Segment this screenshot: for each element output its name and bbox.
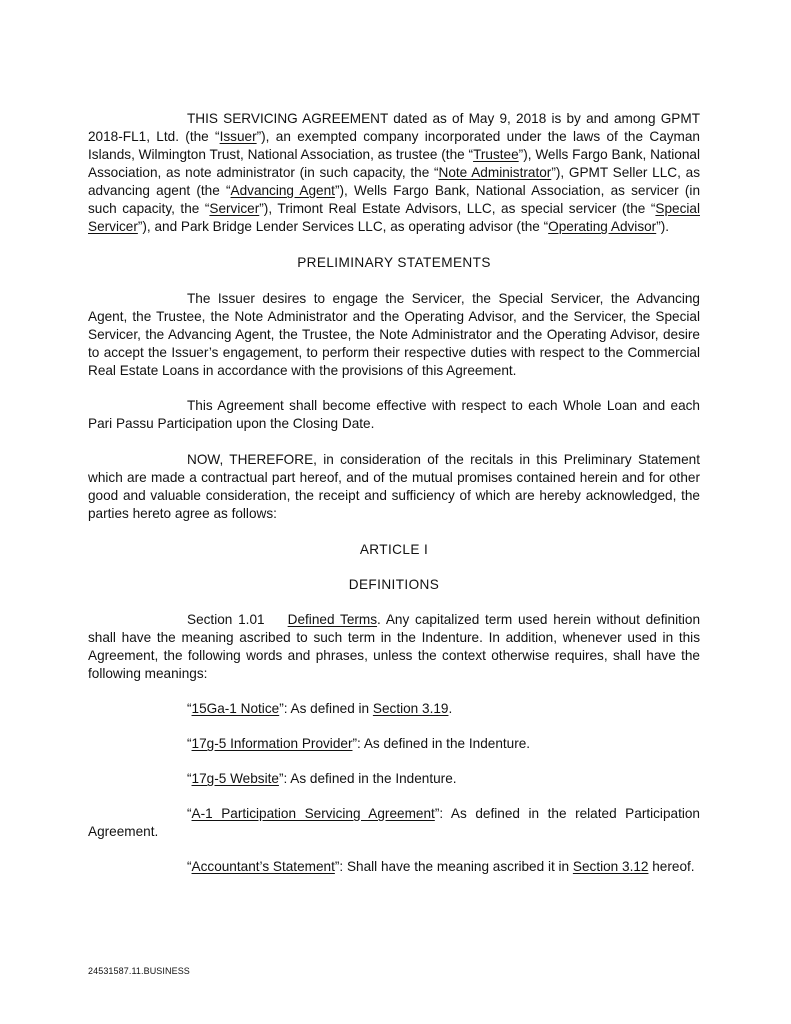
article-heading: ARTICLE I: [359, 542, 429, 557]
defined-term-special-servicer: Special Servicer: [88, 201, 700, 234]
section-title: Defined Terms: [287, 612, 378, 627]
defined-term-issuer: Issuer: [219, 129, 257, 144]
intro-text: ”), GPMT Seller LLC, as advancing agent (the “: [88, 165, 700, 198]
intro-text: THIS SERVICING AGREEMENT dated as of May 9, 2018 is by and among GPMT 2018-FL1, Ltd. (the “: [88, 111, 700, 144]
definition-term: Accountant’s Statement: [191, 859, 335, 874]
definition-term: A-1 Participation Servicing Agreement: [191, 806, 435, 821]
intro-text: ”), and Park Bridge Lender Services LLC, as operating advisor (the “: [137, 219, 549, 234]
definition-entry: “A-1 Participation Servicing Agreement”: As defined in the related Participation Agreement.: [88, 806, 700, 839]
defined-term-servicer: Servicer: [209, 201, 260, 216]
definition-term: 17g-5 Website: [191, 771, 279, 786]
definition-term: 15Ga-1 Notice: [191, 701, 280, 716]
intro-text: ”).: [656, 219, 670, 234]
defined-term-operating-advisor: Operating Advisor: [548, 219, 657, 234]
section-reference: Section 3.19: [372, 701, 449, 716]
preliminary-paragraph-1: The Issuer desires to engage the Servicer, the Special Servicer, the Advancing Agent, the Trustee, the Note Administrator and the Operating Advisor, and the Servicer, the Special Servicer, the Advancing Agent, the Trustee, the Note Administrator and the Operating Advisor, desire to accept the Issuer’s engagement, to perform their respective duties with respect to the Commercial Real Estate Loans in accordance with the provisions of this Agreement.: [88, 291, 700, 378]
preliminary-paragraph-2: This Agreement shall become effective with respect to each Whole Loan and each Pari Passu Participation upon the Closing Date.: [88, 398, 700, 431]
definitions-heading: DEFINITIONS: [348, 577, 440, 592]
section-reference: Section 3.12: [572, 859, 649, 874]
definition-entry: “Accountant’s Statement”: Shall have the meaning ascribed it in Section 3.12 hereof.: [187, 859, 695, 874]
intro-text: ”), Wells Fargo Bank, National Association, as servicer (in such capacity, the “: [88, 183, 701, 216]
defined-term-advancing-agent: Advancing Agent: [230, 183, 335, 198]
intro-text: ”), Wells Fargo Bank, National Association, as note administrator (in such capacity, the “: [88, 147, 700, 180]
definition-term: 17g-5 Information Provider: [191, 736, 353, 751]
preliminary-paragraph-3: NOW, THEREFORE, in consideration of the recitals in this Preliminary Statement which are made a contractual part hereof, and of the mutual promises contained herein and for other good and valuable consideration, the receipt and sufficiency of which are hereby acknowledged, the parties hereto agree as follows:: [88, 452, 700, 521]
preliminary-statements-heading: PRELIMINARY STATEMENTS: [297, 255, 491, 270]
intro-text: ”), Trimont Real Estate Advisors, LLC, as special servicer (the “: [259, 201, 656, 216]
section-1-01-paragraph: [88, 611, 700, 683]
defined-term-trustee: Trustee: [473, 147, 519, 162]
document-page: [88, 110, 700, 876]
intro-paragraph: [88, 110, 700, 236]
definition-entry: “17g-5 Information Provider”: As defined in the Indenture.: [187, 736, 531, 751]
section-number: Section 1.01: [187, 612, 265, 627]
section-text: . Any capitalized term used herein without definition shall have the meaning ascribed to such term in the Indenture. In addition, whenever used in this Agreement, the following words and phrases, unless the context otherwise requires, shall have the following meanings:: [88, 612, 701, 681]
defined-term-note-administrator: Note Administrator: [438, 165, 552, 180]
definition-entry: “15Ga-1 Notice”: As defined in Section 3.19.: [187, 701, 453, 716]
intro-text: ”), an exempted company incorporated under the laws of the Cayman Islands, Wilmington Trust, National Association, as trustee (the “: [88, 129, 700, 162]
document-footer-id: 24531587.11.BUSINESS: [88, 966, 190, 976]
definition-entry: “17g-5 Website”: As defined in the Indenture.: [187, 771, 457, 786]
